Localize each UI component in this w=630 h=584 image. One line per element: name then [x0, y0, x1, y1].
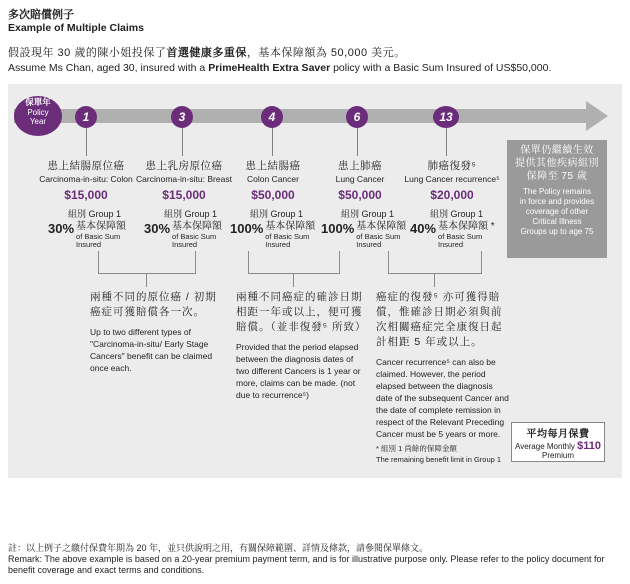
remark-en: Remark: The above example is based on a 20-year premium payment term, and is for illustrative purpose only. Please refer to the policy document for benefit coverage and exact terms and conditions. — [8, 554, 605, 575]
year-marker-4: 4 — [261, 106, 283, 128]
group-benefit-2: 組別 Group 1 30% 基本保障額 of Basic Sum Insured — [144, 209, 223, 249]
claim-5: 肺癌復發⁵ Lung Cancer recurrence⁵ $20,000 — [402, 158, 502, 202]
benefit-percent: 30% — [48, 221, 75, 236]
claim-amount: $15,000 — [162, 188, 206, 202]
coverage-remains-box: 保單仍繼續生效 提供其他疾病組別 保障至 75 歲 The Policy remains in force and provides coverage of other Critical Illness Groups up to age 75 — [507, 140, 607, 258]
group-benefit-5: 組別 Group 1 40% 基本保障額 * of Basic Sum Insured — [410, 209, 495, 249]
year-stem — [182, 128, 183, 156]
premium-value: $110 — [577, 440, 601, 452]
bracket-1 — [98, 251, 196, 274]
badge-zh: 保單年 — [25, 97, 51, 107]
bracket-2 — [248, 251, 340, 274]
claim-2: 患上乳房原位癌 Carcinoma-in-situ: Breast $15,000 — [130, 158, 238, 202]
group-benefit-3: 組別 Group 1 100% 基本保障額 of Basic Sum Insured — [230, 209, 316, 249]
badge-en2: Year — [29, 117, 47, 126]
claim-1: 患上結腸原位癌 Carcinoma-in-situ: Colon $15,000 — [30, 158, 142, 202]
bracket-3 — [388, 251, 482, 274]
claim-amount: $50,000 — [251, 188, 295, 202]
year-stem — [446, 128, 447, 156]
year-stem — [357, 128, 358, 156]
benefit-percent: 100% — [230, 221, 264, 236]
bracket-stem — [146, 273, 147, 287]
intro-en: Assume Ms Chan, aged 30, insured with a PrimeHealth Extra Saver policy with a Basic Sum Insured of US$50,000. — [8, 62, 552, 74]
claim-amount: $50,000 — [338, 188, 382, 202]
year-marker-13: 13 — [433, 106, 459, 128]
benefit-percent: 100% — [321, 221, 355, 236]
note-1: 兩種不同的原位癌 / 初期 癌症可獲賠償各一次。 Up to two different types of "Carcinoma-in-situ/ Early Stage Cancers" benefit can be claimed once each. — [90, 291, 217, 373]
group-benefit-4: 組別 Group 1 100% 基本保障額 of Basic Sum Insured — [321, 209, 407, 249]
note-2: 兩種不同癌症的確診日期 相距一年或以上，便可獲 賠償。（並非復發⁵ 所致） Provided that the period elapsed between the diagnosis dates of two different Cancers is 1 year or more, claims can be made. (not due to recurrence⁵) — [236, 291, 367, 400]
remark-zh: 註：以上例子之繳付保費年期為 20 年，並只供說明之用，有關保障範圍、詳情及條款，請參閱保單條文。 — [8, 543, 429, 553]
timeline-axis — [14, 109, 586, 123]
badge-en1: Policy — [27, 107, 49, 117]
bracket-stem — [434, 273, 435, 287]
group-benefit-1: 組別 Group 1 30% 基本保障額 of Basic Sum Insured — [48, 209, 127, 249]
claim-3: 患上結腸癌 Colon Cancer $50,000 — [232, 158, 314, 202]
year-marker-1: 1 — [75, 106, 97, 128]
year-stem — [272, 128, 273, 156]
average-monthly-premium-box: 平均每月保費 Average Monthly $110 Premium — [511, 422, 605, 462]
header-title-zh: 多次賠償例子 — [8, 9, 74, 21]
year-marker-3: 3 — [171, 106, 193, 128]
header-title-en: Example of Multiple Claims — [8, 22, 144, 34]
benefit-percent: 40% — [410, 221, 437, 236]
note-3: 癌症的復發⁵ 亦可獲得賠 償，惟確診日期必須與前 次相關癌症完全康復日起 計相距 5 年或以上。 Cancer recurrence⁵ can also be claimed. However, the period elapsed between the diagnosis date of the subsequent Cancer and the date of complete remission in respect of the Relevant Preceding Cancer must be 5 years or more. — [376, 291, 509, 439]
intro-zh: 假設現年 30 歲的陳小姐投保了首選健康多重保，基本保障額為 50,000 美元。 — [8, 47, 406, 59]
group-footnote: * 組別 1 尚餘的保障金額 The remaining benefit limit in Group 1 — [376, 444, 502, 464]
year-marker-6: 6 — [346, 106, 368, 128]
year-stem — [86, 128, 87, 156]
claim-4: 患上肺癌 Lung Cancer $50,000 — [320, 158, 400, 202]
claim-amount: $20,000 — [430, 188, 474, 202]
timeline-arrow-head — [586, 101, 608, 131]
claim-amount: $15,000 — [64, 188, 108, 202]
policy-year-badge — [14, 96, 62, 136]
bracket-stem — [293, 273, 294, 287]
benefit-percent: 30% — [144, 221, 171, 236]
